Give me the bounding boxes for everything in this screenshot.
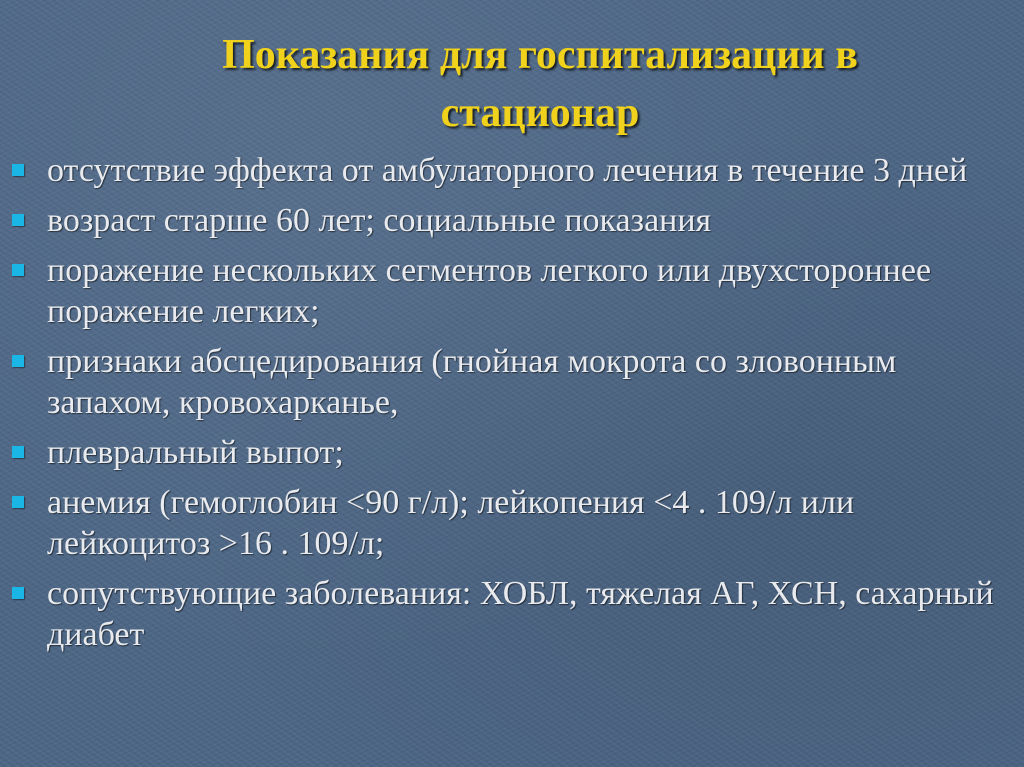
bullet-item <box>0 200 1024 241</box>
bullet-text: плевральный выпот; <box>47 434 344 471</box>
bullet-item <box>0 482 1024 564</box>
bullet-text: отсутствие эффекта от амбулаторного лечения в течение 3 дней <box>47 152 968 189</box>
bullet-text: сопутствующие заболевания: ХОБЛ, тяжелая АГ, ХСН, сахарный диабет <box>47 575 994 653</box>
bullet-text: признаки абсцедирования (гнойная мокрота со зловонным запахом, кровохарканье, <box>47 343 897 421</box>
slide-title: Показания для госпитализации в стационар <box>222 32 858 136</box>
bullet-item <box>0 432 1024 473</box>
bullet-item <box>0 573 1024 655</box>
square-bullet-icon <box>12 264 24 276</box>
square-bullet-icon <box>12 214 24 226</box>
square-bullet-icon <box>12 164 24 176</box>
square-bullet-icon <box>12 446 24 458</box>
bullet-text: поражение нескольких сегментов легкого или двухстороннее поражение легких; <box>47 252 932 330</box>
bullet-item <box>0 250 1024 332</box>
square-bullet-icon <box>12 355 24 367</box>
bullet-list <box>0 150 1024 664</box>
bullet-text: возраст старше 60 лет; социальные показания <box>47 202 712 239</box>
bullet-item <box>0 341 1024 423</box>
square-bullet-icon <box>12 587 24 599</box>
bullet-item <box>0 150 1024 191</box>
bullet-text: анемия (гемоглобин <90 г/л); лейкопения <4 . 109/л или лейкоцитоз >16 . 109/л; <box>47 484 855 562</box>
square-bullet-icon <box>12 496 24 508</box>
